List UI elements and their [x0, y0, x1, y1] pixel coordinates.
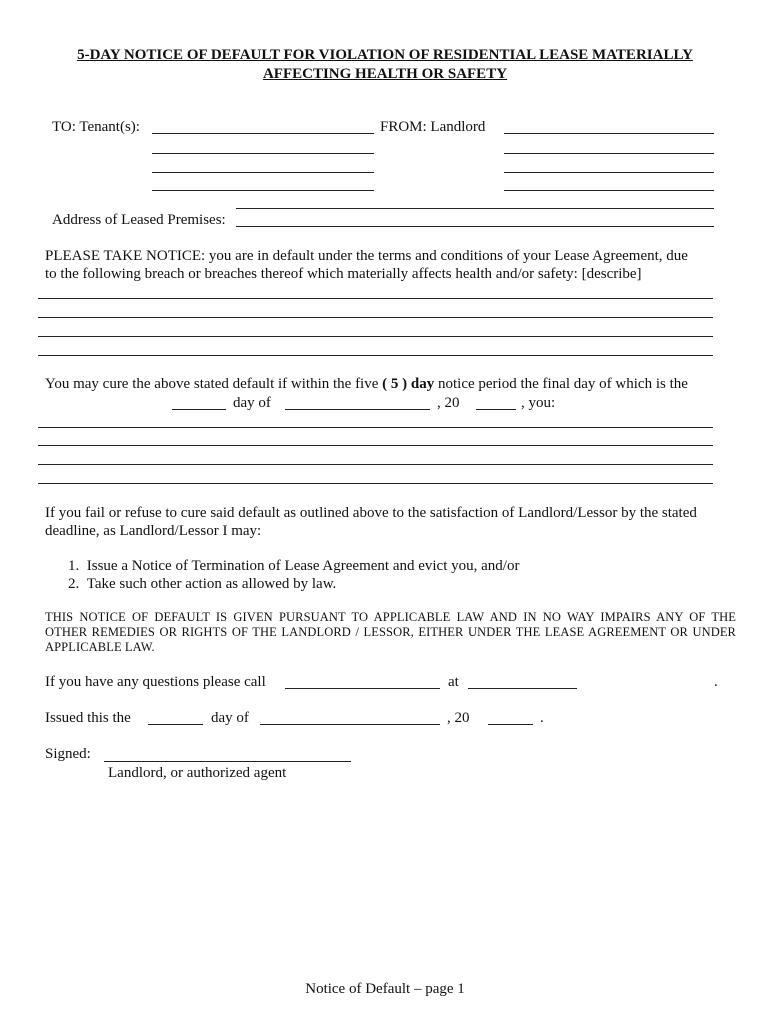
list-item-2-num: 2. [68, 576, 80, 592]
notice-text-2: to the following breach or breaches thereof which materially affects health and/or safety: [describe] [45, 266, 642, 282]
list-item-2 [68, 576, 336, 593]
questions-label: If you have any questions please call [45, 674, 266, 690]
landlord-line-2[interactable] [504, 153, 714, 154]
contact-phone-blank[interactable] [468, 688, 577, 689]
contact-period: . [714, 674, 718, 690]
title-line-2: AFFECTING HEALTH OR SAFETY [262, 66, 508, 82]
to-tenants-label: TO: Tenant(s): [52, 119, 140, 135]
breach-line-2[interactable] [38, 317, 713, 318]
address-label: Address of Leased Premises: [52, 212, 226, 228]
breach-line-1[interactable] [38, 298, 713, 299]
cure-line-1[interactable] [38, 427, 713, 428]
list-item-1-text: Issue a Notice of Termination of Lease Agreement and evict you, and/or [86, 558, 520, 574]
address-line[interactable] [236, 226, 714, 227]
title-line-1: 5-DAY NOTICE OF DEFAULT FOR VIOLATION OF RESIDENTIAL LEASE MATERIALLY [77, 47, 693, 63]
cure-day-blank[interactable] [172, 409, 226, 410]
issued-label: Issued this the [45, 710, 131, 726]
cure-line-4[interactable] [38, 483, 713, 484]
cure-month-blank[interactable] [285, 409, 430, 410]
contact-at-label: at [448, 674, 459, 690]
cure-you-label: , you: [521, 395, 556, 411]
landlord-line-1[interactable] [504, 133, 714, 134]
tenant-line-2[interactable] [152, 153, 374, 154]
landlord-line-5[interactable] [236, 208, 714, 209]
notice-text-1: PLEASE TAKE NOTICE: you are in default under the terms and conditions of your Lease Agreement, due [45, 248, 688, 264]
tenant-line-4[interactable] [152, 190, 374, 191]
from-landlord-label: FROM: Landlord [380, 119, 486, 135]
legal-line-1: THIS NOTICE OF DEFAULT IS GIVEN PURSUANT TO APPLICABLE LAW AND IN NO WAY IMPAIRS ANY OF THE [45, 610, 736, 624]
signed-label: Signed: [45, 746, 91, 762]
tenant-line-3[interactable] [152, 172, 374, 173]
landlord-line-3[interactable] [504, 172, 714, 173]
cure-line-2[interactable] [38, 445, 713, 446]
issued-year-blank[interactable] [488, 724, 533, 725]
legal-line-3: APPLICABLE LAW. [45, 640, 155, 654]
cure-text-a: You may cure the above stated default if within the five [45, 376, 383, 392]
list-item-1-num: 1. [68, 558, 80, 574]
breach-line-4[interactable] [38, 355, 713, 356]
list-item-1 [68, 558, 519, 575]
list-item-2-text: Take such other action as allowed by law. [86, 576, 337, 592]
cure-text-1 [45, 376, 688, 393]
issued-period: . [540, 710, 544, 726]
signature-caption: Landlord, or authorized agent [108, 765, 287, 781]
issued-month-blank[interactable] [260, 724, 440, 725]
cure-text-bold: ( 5 ) day [382, 376, 435, 392]
cure-text-b: notice period the final day of which is the [434, 376, 688, 392]
contact-name-blank[interactable] [285, 688, 440, 689]
issued-day-of-label: day of [211, 710, 249, 726]
fail-text-2: deadline, as Landlord/Lessor I may: [45, 523, 262, 539]
breach-line-3[interactable] [38, 336, 713, 337]
legal-line-2: OTHER REMEDIES OR RIGHTS OF THE LANDLORD / LESSOR, EITHER UNDER THE LEASE AGREEMENT OR UNDER [45, 625, 736, 639]
landlord-line-4[interactable] [504, 190, 714, 191]
issued-day-blank[interactable] [148, 724, 203, 725]
cure-line-3[interactable] [38, 464, 713, 465]
cure-year-blank[interactable] [476, 409, 516, 410]
tenant-line-1[interactable] [152, 133, 374, 134]
fail-text-1: If you fail or refuse to cure said default as outlined above to the satisfaction of Landlord/Lessor by the stated [45, 505, 697, 521]
signature-line[interactable] [104, 761, 351, 762]
cure-day-of-label: day of [233, 395, 271, 411]
issued-year-prefix: , 20 [447, 710, 470, 726]
page-footer: Notice of Default – page 1 [305, 981, 465, 997]
cure-year-prefix: , 20 [437, 395, 460, 411]
